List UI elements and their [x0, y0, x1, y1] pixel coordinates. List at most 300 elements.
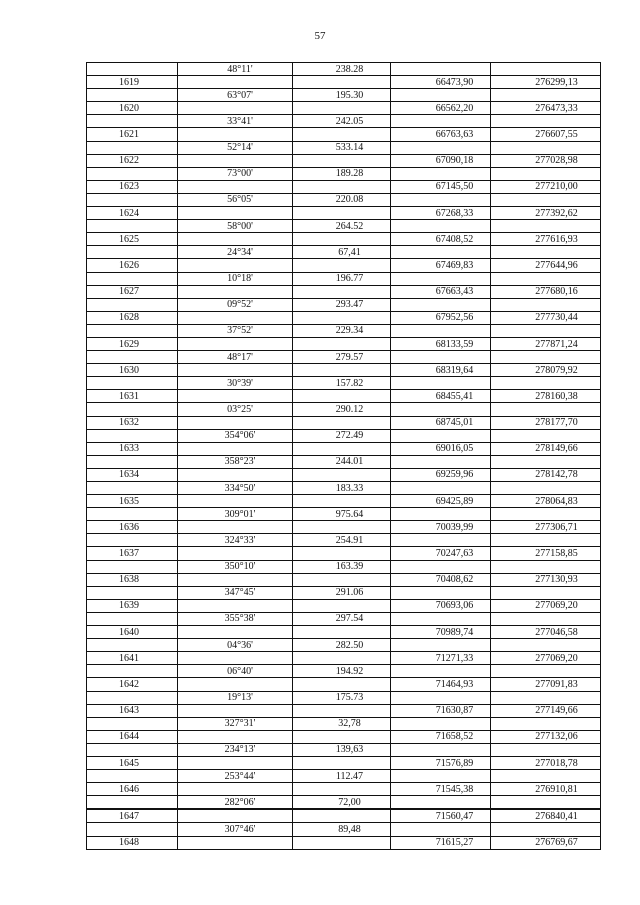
point-number-cell: 1632 — [87, 416, 178, 429]
bearing-cell: 73°00' — [178, 167, 293, 180]
y-coordinate-cell — [491, 220, 601, 233]
x-coordinate-cell: 66763,63 — [391, 128, 491, 141]
table-row — [87, 482, 601, 495]
distance-cell: 189.28 — [293, 167, 391, 180]
point-number-cell — [87, 743, 178, 756]
page-number: 57 — [314, 30, 326, 42]
point-number-cell: 1644 — [87, 730, 178, 743]
bearing-cell: 358°23' — [178, 455, 293, 468]
y-coordinate-cell — [491, 691, 601, 704]
table-row — [87, 102, 601, 115]
y-coordinate-cell: 276299,13 — [491, 76, 601, 89]
y-coordinate-cell — [491, 63, 601, 76]
bearing-cell — [178, 678, 293, 691]
x-coordinate-cell — [391, 193, 491, 206]
bearing-cell — [178, 416, 293, 429]
y-coordinate-cell — [491, 586, 601, 599]
x-coordinate-cell: 69016,05 — [391, 442, 491, 455]
bearing-cell — [178, 207, 293, 220]
distance-cell — [293, 390, 391, 403]
distance-cell: 533.14 — [293, 141, 391, 154]
table-row — [87, 89, 601, 102]
point-number-cell — [87, 455, 178, 468]
x-coordinate-cell — [391, 429, 491, 442]
table-row — [87, 416, 601, 429]
bearing-cell: 48°11' — [178, 63, 293, 76]
x-coordinate-cell — [391, 324, 491, 337]
y-coordinate-cell — [491, 324, 601, 337]
y-coordinate-cell: 278177,70 — [491, 416, 601, 429]
x-coordinate-cell — [391, 403, 491, 416]
x-coordinate-cell — [391, 796, 491, 810]
bearing-cell: 307°46' — [178, 823, 293, 836]
distance-cell — [293, 652, 391, 665]
coordinates-table — [86, 62, 601, 850]
bearing-cell: 56°05' — [178, 193, 293, 206]
x-coordinate-cell: 67952,56 — [391, 311, 491, 324]
distance-cell: 291.06 — [293, 586, 391, 599]
y-coordinate-cell: 277210,00 — [491, 180, 601, 193]
table-row — [87, 823, 601, 836]
distance-cell: 244.01 — [293, 455, 391, 468]
distance-cell — [293, 180, 391, 193]
distance-cell — [293, 233, 391, 246]
point-number-cell: 1629 — [87, 337, 178, 350]
point-number-cell: 1639 — [87, 599, 178, 612]
bearing-cell: 06°40' — [178, 665, 293, 678]
distance-cell — [293, 416, 391, 429]
table-row — [87, 612, 601, 625]
bearing-cell: 354°06' — [178, 429, 293, 442]
table-row — [87, 691, 601, 704]
point-number-cell — [87, 717, 178, 730]
table-row — [87, 324, 601, 337]
table-row — [87, 207, 601, 220]
bearing-cell: 48°17' — [178, 351, 293, 364]
y-coordinate-cell: 276769,67 — [491, 836, 601, 849]
point-number-cell — [87, 770, 178, 783]
bearing-cell: 58°00' — [178, 220, 293, 233]
x-coordinate-cell — [391, 508, 491, 521]
table-row — [87, 534, 601, 547]
point-number-cell — [87, 89, 178, 102]
x-coordinate-cell: 71464,93 — [391, 678, 491, 691]
point-number-cell: 1647 — [87, 809, 178, 823]
y-coordinate-cell: 277871,24 — [491, 337, 601, 350]
distance-cell: 297.54 — [293, 612, 391, 625]
y-coordinate-cell: 278160,38 — [491, 390, 601, 403]
bearing-cell — [178, 390, 293, 403]
bearing-cell: 334°50' — [178, 482, 293, 495]
point-number-cell — [87, 508, 178, 521]
bearing-cell — [178, 285, 293, 298]
y-coordinate-cell — [491, 508, 601, 521]
point-number-cell: 1627 — [87, 285, 178, 298]
distance-cell: 229.34 — [293, 324, 391, 337]
bearing-cell: 04°36' — [178, 639, 293, 652]
point-number-cell: 1640 — [87, 626, 178, 639]
y-coordinate-cell — [491, 89, 601, 102]
point-number-cell: 1620 — [87, 102, 178, 115]
bearing-cell: 09°52' — [178, 298, 293, 311]
y-coordinate-cell — [491, 770, 601, 783]
table-row — [87, 429, 601, 442]
x-coordinate-cell — [391, 665, 491, 678]
table-row — [87, 351, 601, 364]
distance-cell — [293, 783, 391, 796]
distance-cell — [293, 364, 391, 377]
x-coordinate-cell: 71576,89 — [391, 756, 491, 769]
distance-cell — [293, 468, 391, 481]
point-number-cell — [87, 272, 178, 285]
table-row — [87, 652, 601, 665]
distance-cell: 272.49 — [293, 429, 391, 442]
point-number-cell: 1621 — [87, 128, 178, 141]
distance-cell — [293, 809, 391, 823]
y-coordinate-cell: 277680,16 — [491, 285, 601, 298]
distance-cell: 175.73 — [293, 691, 391, 704]
x-coordinate-cell: 67408,52 — [391, 233, 491, 246]
distance-cell: 238.28 — [293, 63, 391, 76]
bearing-cell — [178, 311, 293, 324]
distance-cell: 195.30 — [293, 89, 391, 102]
x-coordinate-cell: 67469,83 — [391, 259, 491, 272]
point-number-cell — [87, 220, 178, 233]
distance-cell: 32,78 — [293, 717, 391, 730]
y-coordinate-cell — [491, 823, 601, 836]
table-row — [87, 717, 601, 730]
bearing-cell: 282°06' — [178, 796, 293, 810]
bearing-cell: 327°31' — [178, 717, 293, 730]
y-coordinate-cell — [491, 429, 601, 442]
table-row — [87, 311, 601, 324]
y-coordinate-cell: 277132,06 — [491, 730, 601, 743]
bearing-cell — [178, 102, 293, 115]
x-coordinate-cell: 67145,50 — [391, 180, 491, 193]
y-coordinate-cell — [491, 377, 601, 390]
point-number-cell: 1648 — [87, 836, 178, 849]
bearing-cell: 63°07' — [178, 89, 293, 102]
point-number-cell — [87, 534, 178, 547]
table-row — [87, 259, 601, 272]
y-coordinate-cell: 278064,83 — [491, 495, 601, 508]
table-row — [87, 285, 601, 298]
point-number-cell — [87, 586, 178, 599]
point-number-cell — [87, 823, 178, 836]
table-row — [87, 272, 601, 285]
x-coordinate-cell: 69259,96 — [391, 468, 491, 481]
distance-cell: 264.52 — [293, 220, 391, 233]
table-row — [87, 442, 601, 455]
distance-cell — [293, 337, 391, 350]
distance-cell: 220.08 — [293, 193, 391, 206]
bearing-cell — [178, 730, 293, 743]
point-number-cell: 1633 — [87, 442, 178, 455]
distance-cell — [293, 836, 391, 849]
table-row — [87, 298, 601, 311]
y-coordinate-cell: 276473,33 — [491, 102, 601, 115]
table-row — [87, 455, 601, 468]
table-row — [87, 115, 601, 128]
bearing-cell — [178, 180, 293, 193]
table-row — [87, 743, 601, 756]
bearing-cell — [178, 704, 293, 717]
x-coordinate-cell — [391, 455, 491, 468]
bearing-cell: 19°13' — [178, 691, 293, 704]
bearing-cell: 33°41' — [178, 115, 293, 128]
distance-cell — [293, 626, 391, 639]
point-number-cell: 1636 — [87, 521, 178, 534]
point-number-cell: 1634 — [87, 468, 178, 481]
bearing-cell: 350°10' — [178, 560, 293, 573]
y-coordinate-cell — [491, 141, 601, 154]
table-row — [87, 246, 601, 259]
bearing-cell: 24°34' — [178, 246, 293, 259]
x-coordinate-cell: 66473,90 — [391, 76, 491, 89]
y-coordinate-cell — [491, 455, 601, 468]
y-coordinate-cell: 277028,98 — [491, 154, 601, 167]
bearing-cell: 309°01' — [178, 508, 293, 521]
y-coordinate-cell: 277046,58 — [491, 626, 601, 639]
x-coordinate-cell: 67268,33 — [391, 207, 491, 220]
point-number-cell — [87, 63, 178, 76]
table-row — [87, 508, 601, 521]
bearing-cell: 52°14' — [178, 141, 293, 154]
distance-cell: 254.91 — [293, 534, 391, 547]
y-coordinate-cell — [491, 665, 601, 678]
point-number-cell — [87, 429, 178, 442]
table-row — [87, 76, 601, 89]
x-coordinate-cell — [391, 560, 491, 573]
x-coordinate-cell — [391, 246, 491, 259]
distance-cell — [293, 599, 391, 612]
x-coordinate-cell — [391, 743, 491, 756]
y-coordinate-cell — [491, 717, 601, 730]
x-coordinate-cell: 71658,52 — [391, 730, 491, 743]
distance-cell: 112.47 — [293, 770, 391, 783]
y-coordinate-cell: 277149,66 — [491, 704, 601, 717]
distance-cell — [293, 678, 391, 691]
x-coordinate-cell — [391, 639, 491, 652]
x-coordinate-cell: 68745,01 — [391, 416, 491, 429]
table-row — [87, 796, 601, 810]
x-coordinate-cell: 70693,06 — [391, 599, 491, 612]
point-number-cell: 1628 — [87, 311, 178, 324]
x-coordinate-cell — [391, 298, 491, 311]
bearing-cell — [178, 442, 293, 455]
x-coordinate-cell: 71615,27 — [391, 836, 491, 849]
distance-cell: 139,63 — [293, 743, 391, 756]
x-coordinate-cell — [391, 63, 491, 76]
y-coordinate-cell: 277306,71 — [491, 521, 601, 534]
bearing-cell: 03°25' — [178, 403, 293, 416]
y-coordinate-cell — [491, 560, 601, 573]
point-number-cell — [87, 560, 178, 573]
x-coordinate-cell: 70408,62 — [391, 573, 491, 586]
y-coordinate-cell — [491, 612, 601, 625]
bearing-cell — [178, 521, 293, 534]
table-row — [87, 783, 601, 796]
y-coordinate-cell: 277616,93 — [491, 233, 601, 246]
distance-cell — [293, 285, 391, 298]
x-coordinate-cell — [391, 141, 491, 154]
table-row — [87, 364, 601, 377]
point-number-cell: 1642 — [87, 678, 178, 691]
y-coordinate-cell — [491, 403, 601, 416]
bearing-cell: 253°44' — [178, 770, 293, 783]
x-coordinate-cell — [391, 220, 491, 233]
table-row — [87, 141, 601, 154]
bearing-cell — [178, 495, 293, 508]
y-coordinate-cell: 276910,81 — [491, 783, 601, 796]
y-coordinate-cell: 276840,41 — [491, 809, 601, 823]
x-coordinate-cell — [391, 167, 491, 180]
table-row — [87, 337, 601, 350]
x-coordinate-cell: 71545,38 — [391, 783, 491, 796]
point-number-cell — [87, 324, 178, 337]
x-coordinate-cell: 71630,87 — [391, 704, 491, 717]
bearing-cell — [178, 783, 293, 796]
table-row — [87, 626, 601, 639]
distance-cell: 290.12 — [293, 403, 391, 416]
y-coordinate-cell: 277392,62 — [491, 207, 601, 220]
x-coordinate-cell: 69425,89 — [391, 495, 491, 508]
distance-cell — [293, 154, 391, 167]
distance-cell — [293, 259, 391, 272]
point-number-cell — [87, 639, 178, 652]
distance-cell: 293.47 — [293, 298, 391, 311]
point-number-cell: 1638 — [87, 573, 178, 586]
table-row — [87, 573, 601, 586]
y-coordinate-cell: 277018,78 — [491, 756, 601, 769]
y-coordinate-cell — [491, 482, 601, 495]
y-coordinate-cell: 278142,78 — [491, 468, 601, 481]
y-coordinate-cell: 277644,96 — [491, 259, 601, 272]
x-coordinate-cell: 68455,41 — [391, 390, 491, 403]
x-coordinate-cell: 71271,33 — [391, 652, 491, 665]
table-row — [87, 377, 601, 390]
table-row — [87, 167, 601, 180]
bearing-cell: 347°45' — [178, 586, 293, 599]
point-number-cell — [87, 482, 178, 495]
x-coordinate-cell: 68133,59 — [391, 337, 491, 350]
table-row — [87, 678, 601, 691]
table-row — [87, 521, 601, 534]
bearing-cell: 30°39' — [178, 377, 293, 390]
table-row — [87, 665, 601, 678]
point-number-cell: 1646 — [87, 783, 178, 796]
distance-cell — [293, 207, 391, 220]
point-number-cell — [87, 141, 178, 154]
distance-cell — [293, 311, 391, 324]
x-coordinate-cell: 66562,20 — [391, 102, 491, 115]
y-coordinate-cell — [491, 298, 601, 311]
y-coordinate-cell — [491, 743, 601, 756]
y-coordinate-cell: 277158,85 — [491, 547, 601, 560]
y-coordinate-cell — [491, 115, 601, 128]
point-number-cell — [87, 351, 178, 364]
point-number-cell — [87, 193, 178, 206]
distance-cell: 242.05 — [293, 115, 391, 128]
table-row — [87, 468, 601, 481]
distance-cell: 975.64 — [293, 508, 391, 521]
point-number-cell — [87, 115, 178, 128]
distance-cell — [293, 730, 391, 743]
point-number-cell — [87, 403, 178, 416]
point-number-cell: 1625 — [87, 233, 178, 246]
table-row — [87, 403, 601, 416]
distance-cell: 194.92 — [293, 665, 391, 678]
bearing-cell — [178, 626, 293, 639]
x-coordinate-cell: 70247,63 — [391, 547, 491, 560]
point-number-cell: 1635 — [87, 495, 178, 508]
point-number-cell: 1645 — [87, 756, 178, 769]
y-coordinate-cell: 278149,66 — [491, 442, 601, 455]
distance-cell — [293, 442, 391, 455]
distance-cell — [293, 756, 391, 769]
table-row — [87, 193, 601, 206]
table-row — [87, 770, 601, 783]
table-row — [87, 560, 601, 573]
table-row — [87, 704, 601, 717]
table-row — [87, 836, 601, 849]
distance-cell — [293, 76, 391, 89]
point-number-cell — [87, 665, 178, 678]
x-coordinate-cell — [391, 534, 491, 547]
bearing-cell — [178, 76, 293, 89]
bearing-cell — [178, 652, 293, 665]
distance-cell: 196.77 — [293, 272, 391, 285]
y-coordinate-cell — [491, 351, 601, 364]
y-coordinate-cell — [491, 193, 601, 206]
bearing-cell: 355°38' — [178, 612, 293, 625]
bearing-cell — [178, 337, 293, 350]
x-coordinate-cell — [391, 823, 491, 836]
bearing-cell — [178, 259, 293, 272]
x-coordinate-cell: 70989,74 — [391, 626, 491, 639]
x-coordinate-cell — [391, 377, 491, 390]
y-coordinate-cell — [491, 167, 601, 180]
x-coordinate-cell: 68319,64 — [391, 364, 491, 377]
table-row — [87, 599, 601, 612]
x-coordinate-cell — [391, 115, 491, 128]
y-coordinate-cell: 276607,55 — [491, 128, 601, 141]
distance-cell: 282.50 — [293, 639, 391, 652]
distance-cell — [293, 547, 391, 560]
x-coordinate-cell — [391, 612, 491, 625]
point-number-cell: 1637 — [87, 547, 178, 560]
bearing-cell: 10°18' — [178, 272, 293, 285]
x-coordinate-cell: 71560,47 — [391, 809, 491, 823]
bearing-cell — [178, 233, 293, 246]
point-number-cell — [87, 377, 178, 390]
point-number-cell: 1630 — [87, 364, 178, 377]
y-coordinate-cell: 277130,93 — [491, 573, 601, 586]
x-coordinate-cell — [391, 89, 491, 102]
x-coordinate-cell: 70039,99 — [391, 521, 491, 534]
bearing-cell — [178, 154, 293, 167]
distance-cell: 67,41 — [293, 246, 391, 259]
table-row — [87, 233, 601, 246]
distance-cell: 72,00 — [293, 796, 391, 810]
y-coordinate-cell: 277091,83 — [491, 678, 601, 691]
bearing-cell — [178, 809, 293, 823]
table-row — [87, 128, 601, 141]
y-coordinate-cell — [491, 534, 601, 547]
table-row — [87, 639, 601, 652]
bearing-cell — [178, 128, 293, 141]
table-row — [87, 220, 601, 233]
